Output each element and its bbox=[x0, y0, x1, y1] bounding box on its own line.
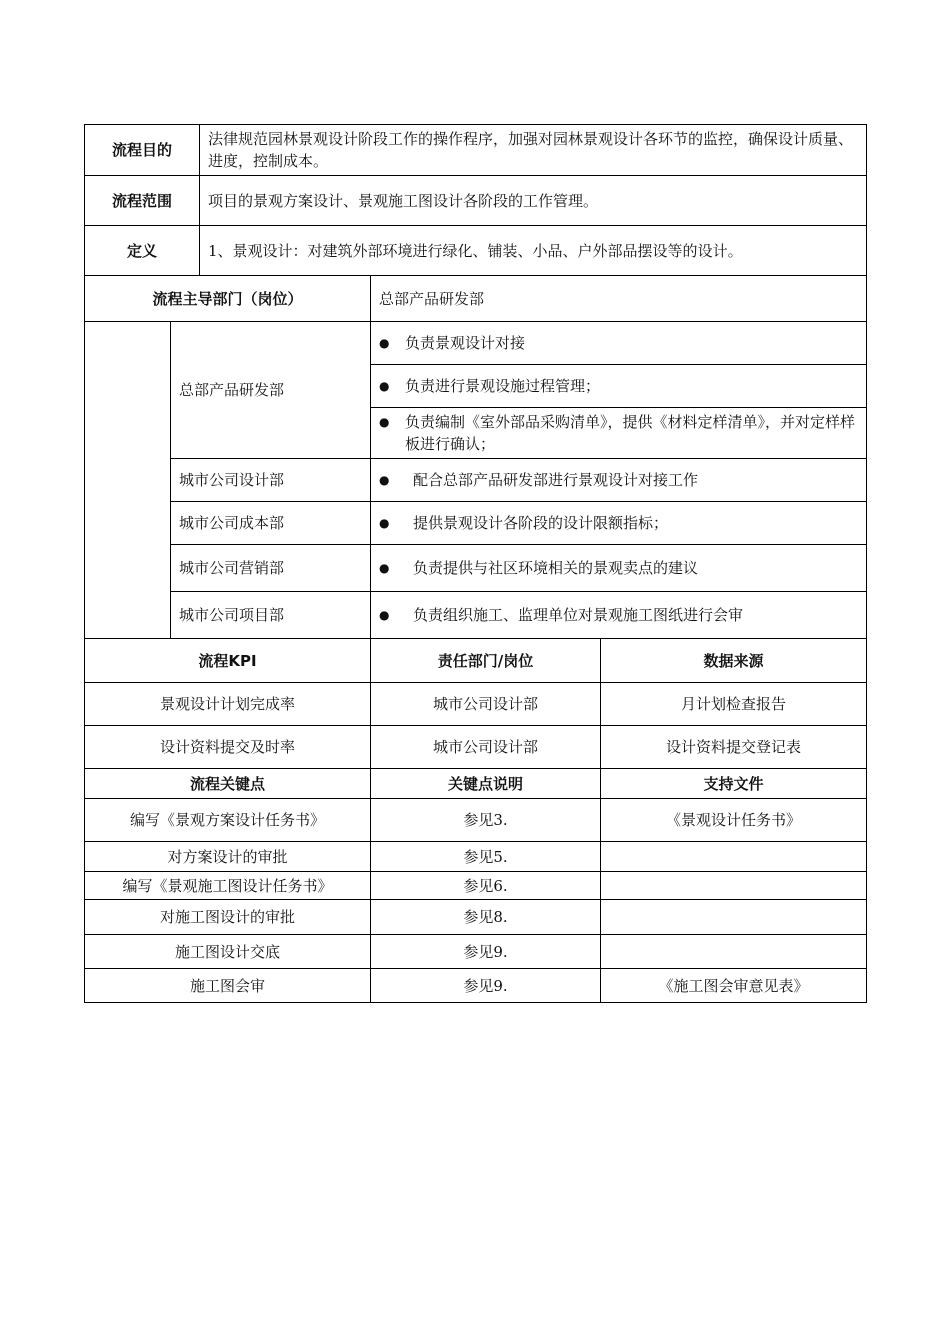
kpi-cell: 城市公司设计部 bbox=[371, 683, 601, 726]
keypoint-row bbox=[85, 799, 867, 842]
kpi-header-row bbox=[85, 639, 867, 683]
kpi-row bbox=[85, 683, 867, 726]
kpi-cell: 设计资料提交及时率 bbox=[85, 726, 371, 769]
keypoint-cell: 《施工图会审意见表》 bbox=[601, 969, 867, 1003]
bullet-icon: ● bbox=[379, 473, 390, 487]
kpi-cell: 景观设计计划完成率 bbox=[85, 683, 371, 726]
keypoint-cell: 参见3. bbox=[371, 799, 601, 842]
keypoint-row bbox=[85, 842, 867, 872]
dept-name: 城市公司营销部 bbox=[171, 545, 371, 592]
keypoint-cell bbox=[601, 872, 867, 900]
keypoint-cell: 对施工图设计的审批 bbox=[85, 900, 371, 935]
keypoint-cell: 施工图设计交底 bbox=[85, 935, 371, 969]
kpi-row bbox=[85, 726, 867, 769]
dept-name: 城市公司成本部 bbox=[171, 502, 371, 545]
scope-text: 项目的景观方案设计、景观施工图设计各阶段的工作管理。 bbox=[200, 176, 867, 226]
keypoint-cell: 参见6. bbox=[371, 872, 601, 900]
lead-row bbox=[85, 276, 867, 322]
bullet-icon: ● bbox=[379, 336, 390, 350]
lead-value: 总部产品研发部 bbox=[371, 276, 867, 322]
dept-duty bbox=[371, 365, 867, 408]
scope-label: 流程范围 bbox=[85, 176, 200, 226]
keypoint-row bbox=[85, 935, 867, 969]
keypoint-cell bbox=[601, 935, 867, 969]
purpose-text: 法律规范园林景观设计阶段工作的操作程序，加强对园林景观设计各环节的监控，确保设计质量、进度，控制成本。 bbox=[200, 125, 867, 176]
dept-duty bbox=[371, 459, 867, 502]
keypoint-cell: 编写《景观施工图设计任务书》 bbox=[85, 872, 371, 900]
duty-text: 负责组织施工、监理单位对景观施工图纸进行会审 bbox=[413, 606, 744, 624]
dept-duty bbox=[371, 545, 867, 592]
dept-duty bbox=[371, 592, 867, 639]
keypoint-cell bbox=[601, 900, 867, 935]
kpi-header: 责任部门/岗位 bbox=[371, 639, 601, 683]
dept-duty-row bbox=[85, 459, 867, 502]
duty-text: 负责编制《室外部品采购清单》，提供《材料定样清单》，并对定样样板进行确认； bbox=[405, 413, 856, 453]
keypoint-row bbox=[85, 900, 867, 935]
keypoint-cell: 《景观设计任务书》 bbox=[601, 799, 867, 842]
keypoint-cell: 参见8. bbox=[371, 900, 601, 935]
kpi-cell: 月计划检查报告 bbox=[601, 683, 867, 726]
scope-row bbox=[85, 176, 867, 226]
dept-duty bbox=[371, 408, 867, 459]
bullet-icon: ● bbox=[379, 415, 390, 429]
bullet-icon: ● bbox=[379, 516, 390, 530]
keypoint-header: 流程关键点 bbox=[85, 769, 371, 799]
kpi-cell: 设计资料提交登记表 bbox=[601, 726, 867, 769]
dept-blank-cell bbox=[85, 322, 171, 639]
bullet-icon: ● bbox=[379, 379, 390, 393]
dept-name: 城市公司设计部 bbox=[171, 459, 371, 502]
dept-duty-row bbox=[85, 545, 867, 592]
purpose-label: 流程目的 bbox=[85, 125, 200, 176]
lead-label: 流程主导部门（岗位） bbox=[85, 276, 371, 322]
kpi-header: 数据来源 bbox=[601, 639, 867, 683]
bullet-icon: ● bbox=[379, 608, 390, 622]
bullet-icon: ● bbox=[379, 561, 390, 575]
definition-label: 定义 bbox=[85, 226, 200, 276]
kpi-cell: 城市公司设计部 bbox=[371, 726, 601, 769]
keypoint-header: 支持文件 bbox=[601, 769, 867, 799]
kpi-header: 流程KPI bbox=[85, 639, 371, 683]
keypoint-cell bbox=[601, 842, 867, 872]
duty-text: 负责提供与社区环境相关的景观卖点的建议 bbox=[413, 559, 699, 577]
keypoint-cell: 施工图会审 bbox=[85, 969, 371, 1003]
keypoint-header-row bbox=[85, 769, 867, 799]
duty-text: 负责进行景观设施过程管理； bbox=[405, 377, 601, 395]
keypoint-row bbox=[85, 969, 867, 1003]
keypoint-cell: 参见5. bbox=[371, 842, 601, 872]
process-table bbox=[84, 124, 867, 1003]
purpose-row bbox=[85, 125, 867, 176]
keypoint-row bbox=[85, 872, 867, 900]
duty-text: 配合总部产品研发部进行景观设计对接工作 bbox=[413, 471, 699, 489]
dept-duty-row bbox=[85, 322, 867, 365]
duty-text: 提供景观设计各阶段的设计限额指标； bbox=[413, 514, 669, 532]
definition-text: 1、景观设计：对建筑外部环境进行绿化、铺装、小品、户外部品摆设等的设计。 bbox=[200, 226, 867, 276]
keypoint-cell: 对方案设计的审批 bbox=[85, 842, 371, 872]
dept-name: 总部产品研发部 bbox=[171, 322, 371, 459]
dept-name: 城市公司项目部 bbox=[171, 592, 371, 639]
keypoint-cell: 参见9. bbox=[371, 969, 601, 1003]
dept-duty-row bbox=[85, 502, 867, 545]
definition-row bbox=[85, 226, 867, 276]
duty-text: 负责景观设计对接 bbox=[405, 334, 526, 352]
keypoint-cell: 参见9. bbox=[371, 935, 601, 969]
dept-duty-row bbox=[85, 592, 867, 639]
dept-duty bbox=[371, 502, 867, 545]
dept-duty bbox=[371, 322, 867, 365]
keypoint-cell: 编写《景观方案设计任务书》 bbox=[85, 799, 371, 842]
keypoint-header: 关键点说明 bbox=[371, 769, 601, 799]
